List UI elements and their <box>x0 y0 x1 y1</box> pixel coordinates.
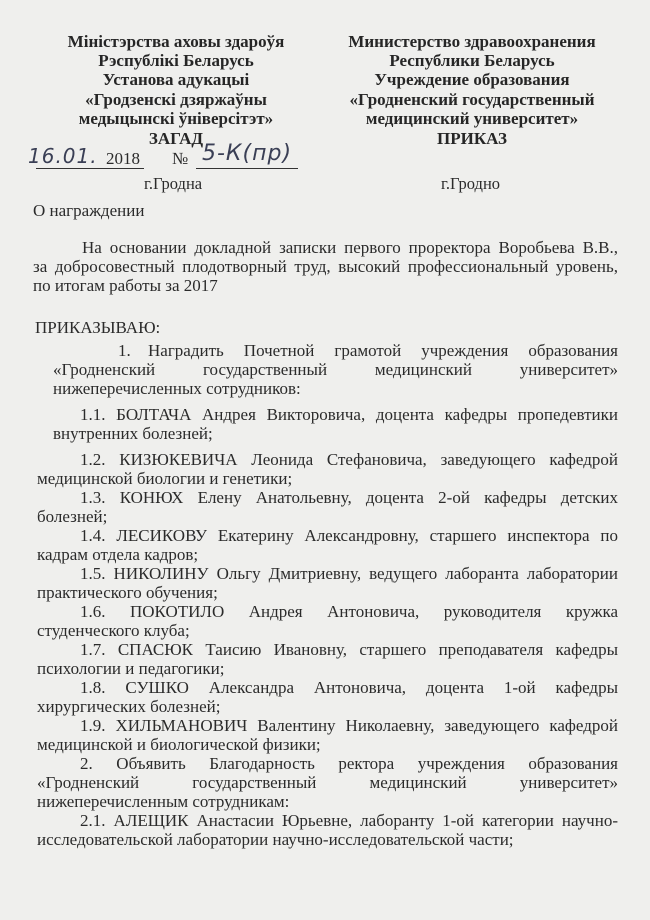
item-line: 2. Объявить Благодарность ректора учреждения образования <box>80 754 618 773</box>
header-line: «Гродзенскі дзяржаўны <box>85 89 267 109</box>
subitem-line: 1.7. СПАСЮК Таисию Ивановну, старшего преподавателя кафедры <box>80 640 618 659</box>
number-underline <box>196 168 298 169</box>
subitem-line: медицинской и биологической физики; <box>37 735 321 754</box>
order-word: ПРИКАЗЫВАЮ: <box>35 318 161 337</box>
header-line: «Гродненский государственный <box>349 89 595 109</box>
subitem-line: студенческого клуба; <box>37 621 190 640</box>
subitem-line: хирургических болезней; <box>37 697 221 716</box>
item-line: «Гродненский государственный медицинский университет» <box>37 773 618 792</box>
header-belarusian <box>46 32 306 148</box>
number-sign: № <box>172 149 189 168</box>
header-line: Учреждение образования <box>374 70 570 90</box>
header-line: медицинский университет» <box>365 108 579 128</box>
subitem-line: внутренних болезней; <box>53 424 213 443</box>
doc-type-be: ЗАГАД <box>148 129 204 149</box>
header-line: Рэспублікі Беларусь <box>98 51 254 71</box>
year: 2018 <box>106 149 140 168</box>
subitem-line: 1.1. БОЛТАЧА Андрея Викторовича, доцента кафедры пропедевтики <box>80 405 618 424</box>
subitem-line: 1.2. КИЗЮКЕВИЧА Леонида Стефановича, заведующего кафедрой <box>80 450 618 469</box>
subitem-line: болезней; <box>37 507 108 526</box>
city-be: г.Гродна <box>144 174 203 193</box>
city-ru: г.Гродно <box>441 174 501 193</box>
item-line: Наградить Почетной грамотой учреждения образования <box>148 341 618 360</box>
item-line: «Гродненский государственный медицинский университет» <box>53 360 618 379</box>
header-line: Установа адукацыі <box>102 70 250 90</box>
preamble-line: На основании докладной записки первого проректора Воробьева В.В., <box>82 238 618 257</box>
subitem-line: 1.5. НИКОЛИНУ Ольгу Дмитриевну, ведущего лаборанта лаборатории <box>80 564 618 583</box>
item-line: нижеперечисленным сотрудникам: <box>37 792 290 811</box>
header-line: медыцынскі ўніверсітэт» <box>78 108 274 128</box>
preamble-line: за добросовестный плодотворный труд, высокий профессиональный уровень, <box>33 257 618 276</box>
header-line: Республики Беларусь <box>389 51 555 71</box>
subitem-line: кадрам отдела кадров; <box>37 545 199 564</box>
subitem-line: исследовательской лаборатории научно-исследовательской части; <box>37 830 514 849</box>
item-number: 1. <box>118 341 131 360</box>
subject: О награждении <box>33 201 145 220</box>
handwritten-number: 5-К(пр) <box>202 141 293 166</box>
subitem-line: 1.9. ХИЛЬМАНОВИЧ Валентину Николаевну, заведующего кафедрой <box>80 716 618 735</box>
subitem-line: 1.8. СУШКО Александра Антоновича, доцента 1-ой кафедры <box>80 678 618 697</box>
subitem-line: медицинской биологии и генетики; <box>37 469 293 488</box>
doc-type-ru: ПРИКАЗ <box>437 129 507 149</box>
subitem-line: психологии и педагогики; <box>37 659 225 678</box>
subitem-line: 1.6. ПОКОТИЛО Андрея Антоновича, руководителя кружка <box>80 602 618 621</box>
item-line: нижеперечисленных сотрудников: <box>53 379 301 398</box>
subitem-line: 1.4. ЛЕСИКОВУ Екатерину Александровну, старшего инспектора по <box>80 526 618 545</box>
header-line: Міністэрства аховы здароўя <box>67 32 285 51</box>
registration-row <box>26 141 326 172</box>
subitem-line: 2.1. АЛЕЩИК Анастасии Юрьевне, лаборанту 1-ой категории научно- <box>80 811 618 830</box>
subitem-line: 1.3. КОНЮХ Елену Анатольевну, доцента 2-ой кафедры детских <box>80 488 618 507</box>
preamble-line: по итогам работы за 2017 <box>33 276 218 295</box>
handwritten-date: 16.01. <box>28 144 98 168</box>
header-russian <box>336 32 608 148</box>
header-line: Министерство здравоохранения <box>348 32 596 51</box>
subitem-line: практического обучения; <box>37 583 218 602</box>
